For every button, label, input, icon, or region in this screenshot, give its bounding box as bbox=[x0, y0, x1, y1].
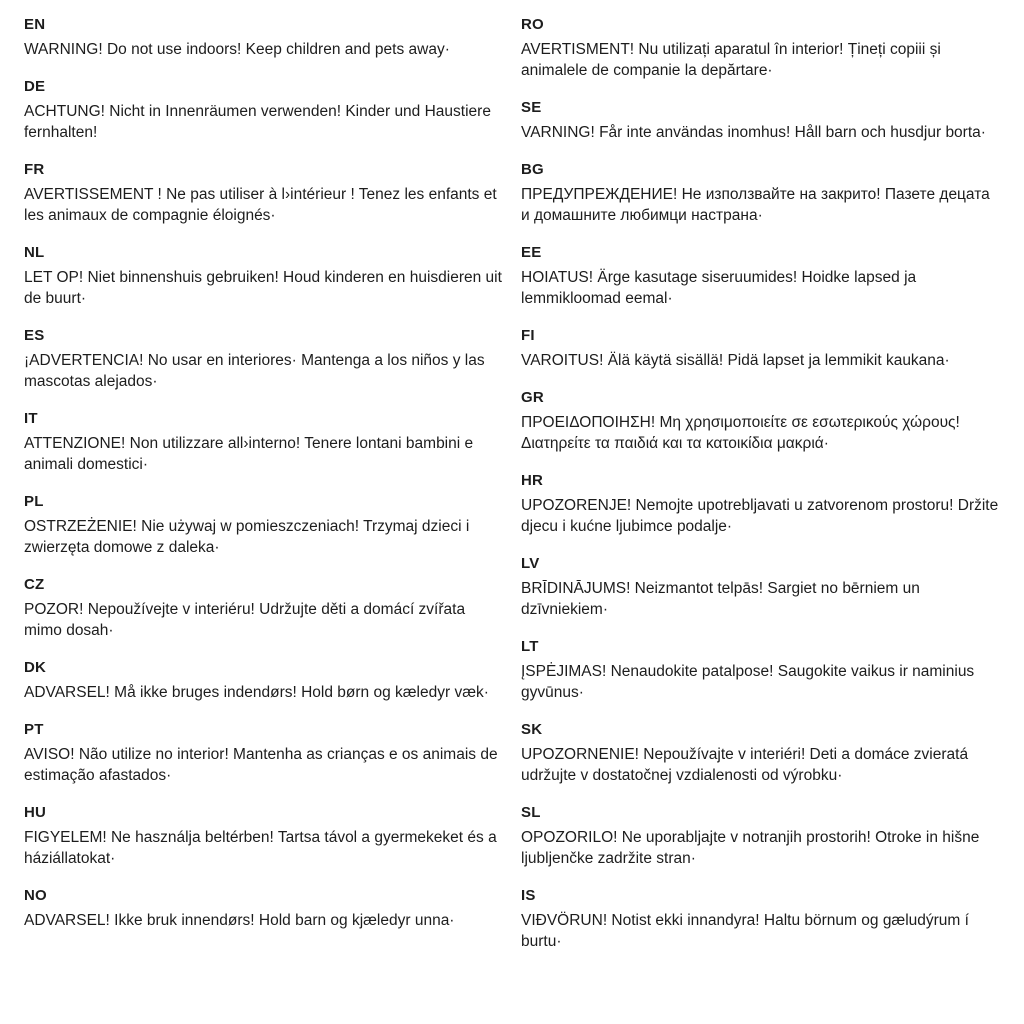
warning-text: VAROITUS! Älä käytä sisällä! Pidä lapset ja lemmikit kaukana· bbox=[521, 352, 950, 369]
warning-text: FIGYELEM! Ne használja beltérben! Tartsa távol a gyermekeket és a háziállatokat· bbox=[24, 829, 497, 867]
language-code: EE bbox=[521, 244, 542, 261]
warning-text: OPOZORILO! Ne uporabljajte v notranjih prostorih! Otroke in hišne ljubljenčke zadržite stran· bbox=[521, 829, 980, 867]
warnings-left-column bbox=[24, 15, 503, 1014]
warning-text: VARNING! Får inte användas inomhus! Håll barn och husdjur borta· bbox=[521, 124, 986, 141]
warning-text: ΠΡΟΕΙΔΟΠΟΙΗΣΗ! Μη χρησιμοποιείτε σε εσωτερικούς χώρους! Διατηρείτε τα παιδιά και τα κατοικίδια μακριά· bbox=[521, 414, 960, 452]
warning-entry-gr bbox=[521, 388, 1000, 454]
language-code: LT bbox=[521, 638, 539, 655]
warning-text: BRĪDINĀJUMS! Neizmantot telpās! Sargiet no bērniem un dzīvniekiem· bbox=[521, 580, 920, 618]
warning-text: ATTENZIONE! Non utilizzare all›interno! Tenere lontani bambini e animali domestici· bbox=[24, 435, 474, 473]
warning-text: LET OP! Niet binnenshuis gebruiken! Houd kinderen en huisdieren uit de buurt· bbox=[24, 269, 502, 307]
warning-text: ĮSPĖJIMAS! Nenaudokite patalpose! Saugokite vaikus ir naminius gyvūnus· bbox=[521, 663, 975, 701]
language-code: CZ bbox=[24, 576, 45, 593]
language-code: FR bbox=[24, 161, 45, 178]
language-code: DE bbox=[24, 78, 46, 95]
language-code: FI bbox=[521, 327, 535, 344]
language-code: SE bbox=[521, 99, 542, 116]
warning-text: AVERTISMENT! Nu utilizați aparatul în interior! Țineți copiii și animalele de companie la depărtare· bbox=[521, 41, 941, 79]
warning-text: UPOZORNENIE! Nepoužívajte v interiéri! Deti a domáce zvieratá udržujte v dostatočnej vzdialenosti od výrobku· bbox=[521, 746, 969, 784]
warning-text: ¡ADVERTENCIA! No usar en interiores· Mantenga a los niños y las mascotas alejados· bbox=[24, 352, 485, 390]
warning-entry-en bbox=[24, 15, 503, 60]
language-code: IT bbox=[24, 410, 38, 427]
language-code: HR bbox=[521, 472, 544, 489]
language-code: DK bbox=[24, 659, 47, 676]
warning-text: VIÐVÖRUN! Notist ekki innandyra! Haltu börnum og gæludýrum í burtu· bbox=[521, 912, 969, 950]
warning-text: ADVARSEL! Må ikke bruges indendørs! Hold børn og kæledyr væk· bbox=[24, 684, 489, 701]
warnings-right-column bbox=[521, 15, 1000, 1014]
language-code: ES bbox=[24, 327, 45, 344]
language-code: HU bbox=[24, 804, 47, 821]
warning-text: HOIATUS! Ärge kasutage siseruumides! Hoidke lapsed ja lemmikloomad eemal· bbox=[521, 269, 917, 307]
warning-text: WARNING! Do not use indoors! Keep children and pets away· bbox=[24, 41, 450, 58]
warning-entry-bg bbox=[521, 160, 1000, 226]
warning-text: POZOR! Nepoužívejte v interiéru! Udržujte děti a domácí zvířata mimo dosah· bbox=[24, 601, 466, 639]
warning-text: AVISO! Não utilize no interior! Mantenha as crianças e os animais de estimação afastados· bbox=[24, 746, 498, 784]
language-code: LV bbox=[521, 555, 540, 572]
warning-entry-lt bbox=[521, 637, 1000, 703]
warning-entry-ee bbox=[521, 243, 1000, 309]
warning-entry-sk bbox=[521, 720, 1000, 786]
warning-entry-de bbox=[24, 77, 503, 143]
warning-entry-fr bbox=[24, 160, 503, 226]
warning-entry-ro bbox=[521, 15, 1000, 81]
warning-entry-hr bbox=[521, 471, 1000, 537]
warning-text: ПРЕДУПРЕЖДЕНИЕ! Не използвайте на закрито! Пазете децата и домашните любимци настрана· bbox=[521, 186, 990, 224]
warning-entry-hu bbox=[24, 803, 503, 869]
warning-entry-sl bbox=[521, 803, 1000, 869]
warning-entry-pl bbox=[24, 492, 503, 558]
language-code: IS bbox=[521, 887, 536, 904]
language-code: SL bbox=[521, 804, 541, 821]
warning-entry-es bbox=[24, 326, 503, 392]
language-code: BG bbox=[521, 161, 544, 178]
warning-entry-is bbox=[521, 886, 1000, 952]
warning-entry-pt bbox=[24, 720, 503, 786]
warning-entry-dk bbox=[24, 658, 503, 703]
warning-entry-cz bbox=[24, 575, 503, 641]
warning-text: UPOZORENJE! Nemojte upotrebljavati u zatvorenom prostoru! Držite djecu i kućne ljubimce podalje· bbox=[521, 497, 999, 535]
language-code: PL bbox=[24, 493, 44, 510]
language-code: RO bbox=[521, 16, 544, 33]
language-code: GR bbox=[521, 389, 544, 406]
warning-text: ADVARSEL! Ikke bruk innendørs! Hold barn og kjæledyr unna· bbox=[24, 912, 455, 929]
warning-text: ACHTUNG! Nicht in Innenräumen verwenden! Kinder und Haustiere fernhalten! bbox=[24, 103, 491, 141]
warning-entry-fi bbox=[521, 326, 1000, 371]
language-code: SK bbox=[521, 721, 543, 738]
warning-entry-lv bbox=[521, 554, 1000, 620]
warning-entry-nl bbox=[24, 243, 503, 309]
warning-entry-no bbox=[24, 886, 503, 931]
warning-text: AVERTISSEMENT ! Ne pas utiliser à l›intérieur ! Tenez les enfants et les animaux de compagnie éloignés· bbox=[24, 186, 497, 224]
language-code: NO bbox=[24, 887, 47, 904]
warning-entry-se bbox=[521, 98, 1000, 143]
warning-text: OSTRZEŻENIE! Nie używaj w pomieszczeniach! Trzymaj dzieci i zwierzęta domowe z daleka· bbox=[24, 518, 470, 556]
language-code: EN bbox=[24, 16, 46, 33]
language-code: NL bbox=[24, 244, 45, 261]
language-code: PT bbox=[24, 721, 44, 738]
warning-entry-it bbox=[24, 409, 503, 475]
